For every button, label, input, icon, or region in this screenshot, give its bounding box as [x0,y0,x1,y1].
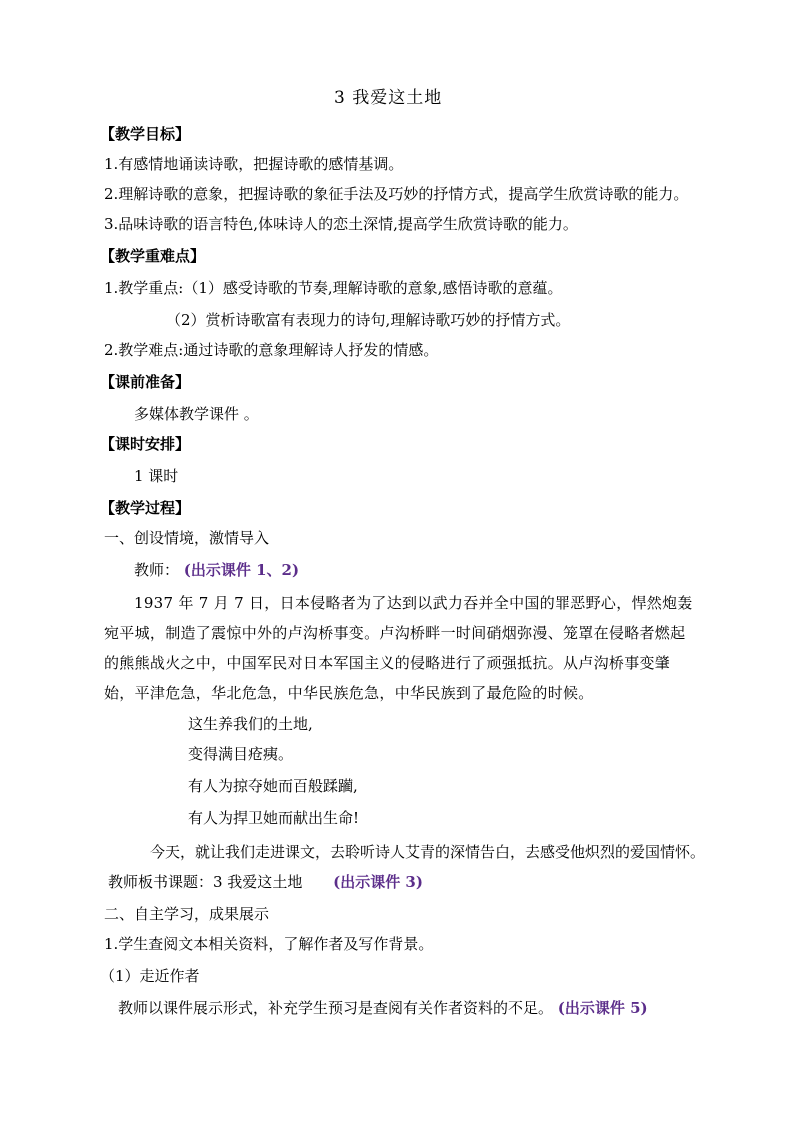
board-line [108,872,423,892]
slide-cue: (出示课件 3) [333,873,423,891]
poem-line: 变得满目疮痍。 [188,745,294,763]
part-one-heading: 一、创设情境，激情导入 [104,529,270,547]
key-point-1: 1.教学重点:（1）感受诗歌的节奏,理解诗歌的意象,感悟诗歌的意蕴。 [104,279,563,297]
goal-item-2: 2.理解诗歌的意象，把握诗歌的象征手法及巧妙的抒情方式，提高学生欣赏诗歌的能力。 [104,185,689,203]
teacher-line [134,560,299,580]
teacher-label: 教师： [134,561,180,579]
board-text: 教师板书课题：3 我爱这土地 [108,873,303,891]
section-heading-goals: 【教学目标】 [100,125,191,143]
author-line [118,998,648,1018]
time-text: 1 课时 [134,467,179,485]
key-point-2: 2.教学难点:通过诗歌的意象理解诗人抒发的情感。 [104,341,439,359]
section-heading-time: 【课时安排】 [100,435,191,453]
section-heading-key-points: 【教学重难点】 [100,247,206,265]
part-two-heading: 二、自主学习，成果展示 [104,905,270,923]
key-point-1b: （2）赏析诗歌富有表现力的诗句,理解诗歌巧妙的抒情方式。 [166,311,571,329]
section-heading-process: 【教学过程】 [100,499,191,517]
poem-line: 有人为掠夺她而百般蹂躏, [188,777,358,795]
poem-line: 这生养我们的土地, [188,715,313,733]
document-title: 3 我爱这土地 [334,88,443,108]
today-text: 今天，就让我们走进课文，去聆听诗人艾青的深情告白，去感受他炽烈的爱国情怀。 [150,843,706,861]
slide-cue: (出示课件 1、2) [183,561,300,579]
slide-cue: (出示课件 5) [557,999,648,1017]
study-item-1: 1.学生查阅文本相关资料，了解作者及写作背景。 [104,935,434,953]
prep-text: 多媒体教学课件 。 [134,405,259,423]
goal-item-3: 3.品味诗歌的语言特色,体味诗人的恋土深情,提高学生欣赏诗歌的能力。 [104,215,578,233]
history-paragraph: 1937 年 7 月 7 日，日本侵略者为了达到以武力吞并全中国的罪恶野心，悍然炮轰宛平城，制造了震惊中外的卢沟桥事变。卢沟桥畔一时间硝烟弥漫、笼罩在侵略者燃起的熊熊战火之中，中国军民对日本军国主义的侵略进行了顽强抵抗。从卢沟桥事变肇始，平津危急，华北危急，中华民族危急，中华民族到了最危险的时候。 [104,594,693,702]
author-text: 教师以课件展示形式，补充学生预习是查阅有关作者资料的不足。 [118,999,554,1017]
section-heading-prep: 【课前准备】 [100,373,191,391]
goal-item-1: 1.有感情地诵读诗歌，把握诗歌的感情基调。 [104,155,404,173]
poem-line: 有人为捍卫她而献出生命! [188,809,360,827]
study-item-1a: （1）走近作者 [100,967,200,985]
